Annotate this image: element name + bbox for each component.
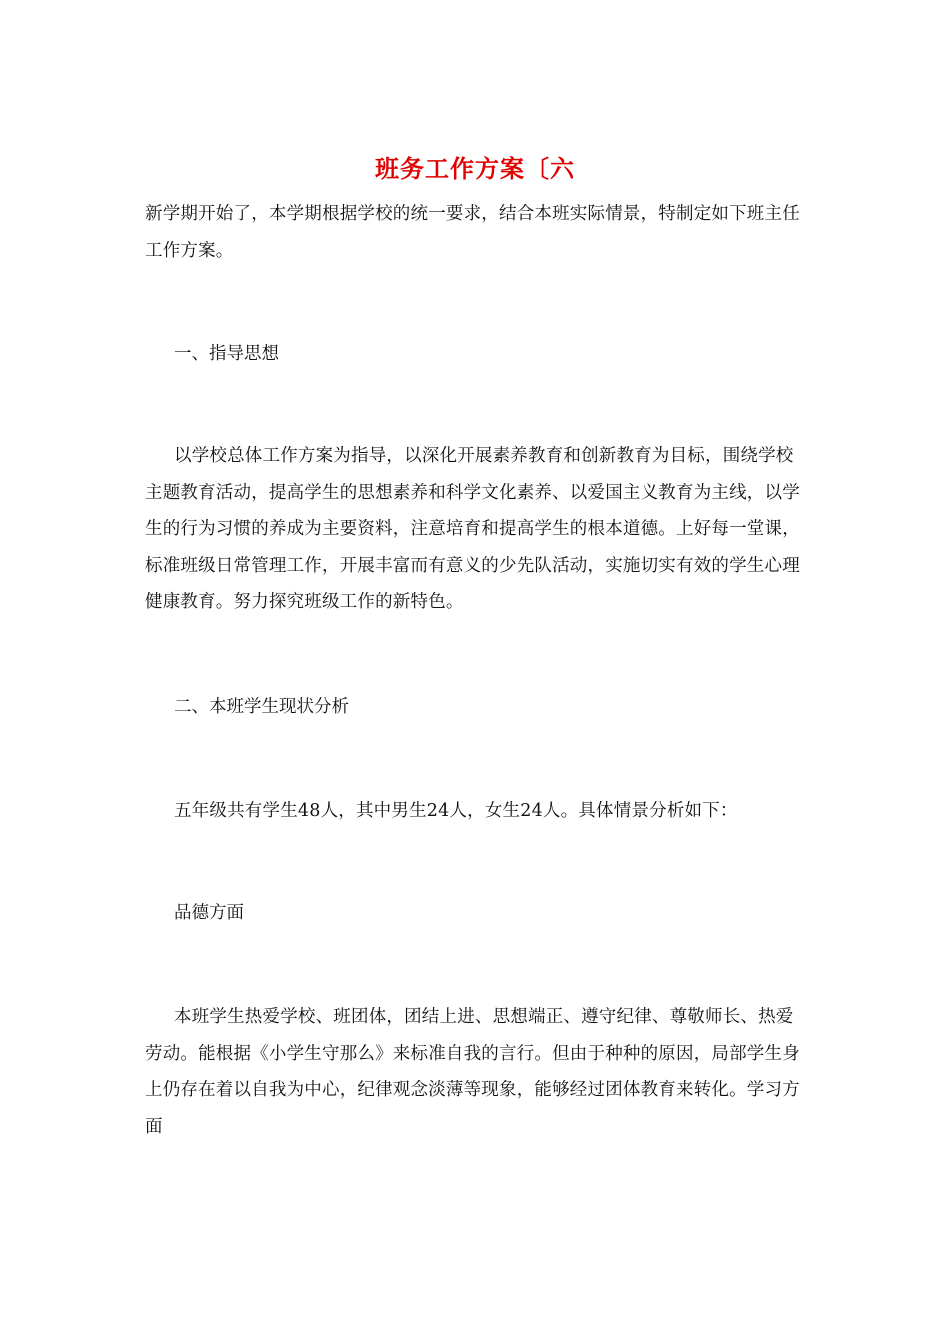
document-title: 班务工作方案〔六 xyxy=(375,154,575,183)
moral-body: 本班学生热爱学校、班团体，团结上进、思想端正、遵守纪律、尊敬师长、热爱劳动。能根据《小学生守那么》来标准自我的言行。但由于种种的原因，局部学生身上仍存在着以自我为中心，纪律观念淡薄等现象，能够经过团体教育来转化。学习方面 xyxy=(145,1007,800,1137)
intro-paragraph: 新学期开始了，本学期根据学校的统一要求，结合本班实际情景，特制定如下班主任工作方案。 xyxy=(145,204,800,261)
moral-heading: 品德方面 xyxy=(174,903,244,923)
section1-body: 以学校总体工作方案为指导，以深化开展素养教育和创新教育为目标，围绕学校主题教育活动，提高学生的思想素养和科学文化素养、以爱国主义教育为主线，以学生的行为习惯的养成为主要资料，注意培育和提高学生的根本道德。上好每一堂课，标准班级日常管理工作，开展丰富而有意义的少先队活动，实施切实有效的学生心理健康教育。努力探究班级工作的新特色。 xyxy=(145,446,800,613)
section2-summary: 五年级共有学生48人，其中男生24人，女生24人。具体情景分析如下： xyxy=(174,801,738,821)
section2-heading: 二、本班学生现状分析 xyxy=(174,697,349,717)
section1-heading: 一、指导思想 xyxy=(174,344,279,364)
